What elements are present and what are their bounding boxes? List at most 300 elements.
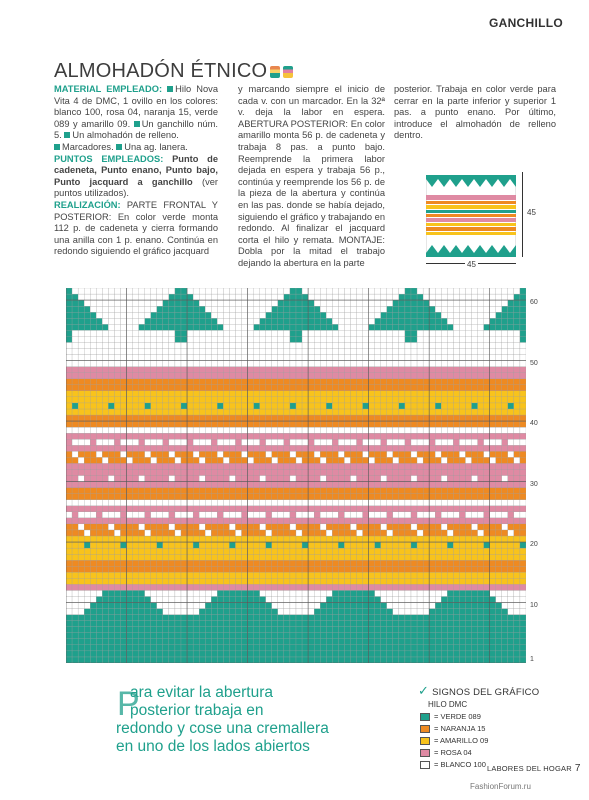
grid-cell bbox=[163, 651, 169, 657]
grid-cell bbox=[90, 627, 96, 633]
grid-cell bbox=[127, 361, 133, 367]
grid-cell bbox=[266, 463, 272, 469]
grid-cell bbox=[417, 427, 423, 433]
grid-cell bbox=[453, 590, 459, 596]
grid-cell bbox=[108, 542, 114, 548]
grid-cell bbox=[199, 361, 205, 367]
grid-cell bbox=[108, 482, 114, 488]
grid-cell bbox=[308, 397, 314, 403]
grid-cell bbox=[72, 421, 78, 427]
grid-cell bbox=[423, 306, 429, 312]
grid-cell bbox=[102, 294, 108, 300]
grid-cell bbox=[399, 657, 405, 663]
grid-cell bbox=[223, 361, 229, 367]
grid-cell bbox=[496, 445, 502, 451]
grid-cell bbox=[308, 415, 314, 421]
grid-cell bbox=[387, 530, 393, 536]
grid-cell bbox=[90, 506, 96, 512]
grid-cell bbox=[187, 348, 193, 354]
grid-cell bbox=[96, 367, 102, 373]
grid-cell bbox=[399, 639, 405, 645]
grid-cell bbox=[211, 379, 217, 385]
grid-cell bbox=[96, 542, 102, 548]
grid-cell bbox=[108, 451, 114, 457]
grid-cell bbox=[187, 590, 193, 596]
grid-cell bbox=[72, 288, 78, 294]
grid-cell bbox=[199, 560, 205, 566]
grid-cell bbox=[290, 530, 296, 536]
grid-cell bbox=[447, 657, 453, 663]
grid-cell bbox=[145, 355, 151, 361]
grid-cell bbox=[405, 330, 411, 336]
grid-cell bbox=[308, 421, 314, 427]
grid-cell bbox=[326, 578, 332, 584]
grid-cell bbox=[399, 415, 405, 421]
grid-cell bbox=[459, 548, 465, 554]
grid-cell bbox=[193, 397, 199, 403]
grid-cell bbox=[326, 421, 332, 427]
grid-cell bbox=[151, 621, 157, 627]
grid-cell bbox=[320, 476, 326, 482]
grid-cell bbox=[320, 367, 326, 373]
grid-cell bbox=[242, 548, 248, 554]
grid-cell bbox=[260, 482, 266, 488]
grid-cell bbox=[127, 518, 133, 524]
grid-cell bbox=[260, 578, 266, 584]
grid-cell bbox=[417, 421, 423, 427]
grid-cell bbox=[484, 524, 490, 530]
grid-cell bbox=[417, 512, 423, 518]
grid-cell bbox=[338, 566, 344, 572]
grid-cell bbox=[163, 488, 169, 494]
grid-cell bbox=[308, 530, 314, 536]
grid-cell bbox=[399, 566, 405, 572]
grid-cell bbox=[181, 433, 187, 439]
grid-cell bbox=[193, 403, 199, 409]
grid-cell bbox=[102, 355, 108, 361]
grid-cell bbox=[465, 421, 471, 427]
grid-cell bbox=[193, 318, 199, 324]
grid-cell bbox=[284, 397, 290, 403]
grid-cell bbox=[145, 300, 151, 306]
grid-cell bbox=[272, 554, 278, 560]
quote-line-2: posterior trabaja en bbox=[130, 702, 264, 719]
grid-cell bbox=[350, 615, 356, 621]
grid-cell bbox=[411, 494, 417, 500]
grid-cell bbox=[326, 518, 332, 524]
grid-cell bbox=[223, 506, 229, 512]
grid-cell bbox=[290, 578, 296, 584]
grid-cell bbox=[435, 361, 441, 367]
grid-cell bbox=[490, 500, 496, 506]
grid-cell bbox=[314, 609, 320, 615]
grid-cell bbox=[248, 330, 254, 336]
grid-cell bbox=[429, 427, 435, 433]
grid-cell bbox=[235, 578, 241, 584]
grid-cell bbox=[465, 457, 471, 463]
grid-cell bbox=[151, 645, 157, 651]
grid-cell bbox=[266, 584, 272, 590]
grid-cell bbox=[314, 536, 320, 542]
grid-cell bbox=[459, 433, 465, 439]
quote-line-4: en uno de los lados abiertos bbox=[116, 738, 310, 755]
grid-cell bbox=[314, 506, 320, 512]
grid-cell bbox=[465, 355, 471, 361]
grid-cell bbox=[96, 482, 102, 488]
grid-cell bbox=[102, 318, 108, 324]
grid-cell bbox=[435, 306, 441, 312]
grid-cell bbox=[72, 373, 78, 379]
grid-cell bbox=[344, 572, 350, 578]
grid-cell bbox=[357, 385, 363, 391]
grid-cell bbox=[435, 385, 441, 391]
grid-cell bbox=[441, 488, 447, 494]
grid-cell bbox=[375, 433, 381, 439]
grid-cell bbox=[108, 445, 114, 451]
grid-cell bbox=[169, 518, 175, 524]
grid-cell bbox=[205, 651, 211, 657]
grid-cell bbox=[235, 639, 241, 645]
grid-cell bbox=[139, 318, 145, 324]
grid-cell bbox=[405, 596, 411, 602]
grid-cell bbox=[272, 294, 278, 300]
grid-cell bbox=[290, 609, 296, 615]
grid-cell bbox=[447, 524, 453, 530]
grid-cell bbox=[90, 596, 96, 602]
grid-cell bbox=[393, 572, 399, 578]
grid-cell bbox=[272, 530, 278, 536]
grid-cell bbox=[108, 603, 114, 609]
grid-cell bbox=[102, 627, 108, 633]
grid-cell bbox=[405, 554, 411, 560]
grid-cell bbox=[223, 427, 229, 433]
grid-cell bbox=[405, 439, 411, 445]
grid-cell bbox=[84, 451, 90, 457]
grid-cell bbox=[411, 639, 417, 645]
grid-cell bbox=[260, 318, 266, 324]
grid-cell bbox=[387, 463, 393, 469]
grid-cell bbox=[459, 397, 465, 403]
grid-cell bbox=[302, 590, 308, 596]
grid-cell bbox=[127, 391, 133, 397]
grid-cell bbox=[350, 361, 356, 367]
grid-cell bbox=[363, 512, 369, 518]
grid-cell bbox=[502, 645, 508, 651]
grid-cell bbox=[248, 403, 254, 409]
grid-cell bbox=[169, 312, 175, 318]
grid-cell bbox=[514, 451, 520, 457]
grid-cell bbox=[381, 336, 387, 342]
grid-cell bbox=[411, 572, 417, 578]
grid-cell bbox=[514, 433, 520, 439]
grid-cell bbox=[169, 566, 175, 572]
grid-cell bbox=[357, 506, 363, 512]
grid-cell bbox=[266, 476, 272, 482]
grid-cell bbox=[478, 500, 484, 506]
grid-cell bbox=[435, 288, 441, 294]
grid-cell bbox=[163, 312, 169, 318]
grid-cell bbox=[459, 639, 465, 645]
grid-cell bbox=[399, 524, 405, 530]
grid-cell bbox=[260, 572, 266, 578]
grid-cell bbox=[508, 645, 514, 651]
grid-cell bbox=[381, 300, 387, 306]
grid-cell bbox=[399, 651, 405, 657]
grid-cell bbox=[465, 439, 471, 445]
grid-cell bbox=[520, 488, 526, 494]
grid-cell bbox=[84, 385, 90, 391]
grid-cell bbox=[145, 488, 151, 494]
grid-cell bbox=[163, 512, 169, 518]
grid-cell bbox=[284, 524, 290, 530]
grid-cell bbox=[399, 463, 405, 469]
grid-cell bbox=[387, 415, 393, 421]
grid-cell bbox=[278, 409, 284, 415]
grid-cell bbox=[175, 633, 181, 639]
grid-cell bbox=[223, 439, 229, 445]
grid-cell bbox=[163, 397, 169, 403]
grid-cell bbox=[235, 518, 241, 524]
grid-cell bbox=[435, 318, 441, 324]
grid-cell bbox=[459, 288, 465, 294]
grid-cell bbox=[127, 482, 133, 488]
grid-cell bbox=[78, 379, 84, 385]
grid-cell bbox=[205, 536, 211, 542]
grid-cell bbox=[127, 415, 133, 421]
grid-cell bbox=[199, 488, 205, 494]
grid-cell bbox=[169, 391, 175, 397]
grid-cell bbox=[332, 385, 338, 391]
grid-cell bbox=[411, 336, 417, 342]
grid-cell bbox=[417, 621, 423, 627]
grid-cell bbox=[344, 500, 350, 506]
grid-cell bbox=[417, 403, 423, 409]
grid-cell bbox=[235, 596, 241, 602]
grid-cell bbox=[108, 439, 114, 445]
grid-cell bbox=[344, 560, 350, 566]
grid-cell bbox=[369, 645, 375, 651]
grid-cell bbox=[235, 433, 241, 439]
grid-cell bbox=[175, 476, 181, 482]
grid-cell bbox=[284, 433, 290, 439]
grid-cell bbox=[90, 385, 96, 391]
grid-cell bbox=[490, 488, 496, 494]
grid-cell bbox=[423, 506, 429, 512]
grid-cell bbox=[266, 657, 272, 663]
grid-cell bbox=[490, 373, 496, 379]
grid-cell bbox=[145, 500, 151, 506]
grid-cell bbox=[157, 518, 163, 524]
grid-cell bbox=[242, 482, 248, 488]
grid-cell bbox=[465, 469, 471, 475]
grid-cell bbox=[435, 355, 441, 361]
grid-cell bbox=[266, 488, 272, 494]
grid-cell bbox=[405, 373, 411, 379]
grid-cell bbox=[211, 439, 217, 445]
grid-cell bbox=[114, 336, 120, 342]
grid-cell bbox=[520, 536, 526, 542]
grid-cell bbox=[78, 506, 84, 512]
grid-cell bbox=[199, 439, 205, 445]
grid-cell bbox=[278, 542, 284, 548]
grid-cell bbox=[248, 439, 254, 445]
grid-cell bbox=[102, 379, 108, 385]
grid-cell bbox=[169, 506, 175, 512]
grid-cell bbox=[399, 518, 405, 524]
grid-cell bbox=[314, 657, 320, 663]
grid-cell bbox=[490, 348, 496, 354]
grid-cell bbox=[242, 506, 248, 512]
grid-cell bbox=[108, 548, 114, 554]
grid-cell bbox=[72, 476, 78, 482]
grid-cell bbox=[314, 439, 320, 445]
grid-cell bbox=[254, 566, 260, 572]
grid-cell bbox=[296, 469, 302, 475]
grid-cell bbox=[459, 463, 465, 469]
grid-cell bbox=[290, 427, 296, 433]
grid-cell bbox=[399, 645, 405, 651]
grid-cell bbox=[187, 367, 193, 373]
grid-cell bbox=[399, 300, 405, 306]
grid-cell bbox=[465, 578, 471, 584]
grid-cell bbox=[447, 590, 453, 596]
grid-cell bbox=[290, 294, 296, 300]
grid-cell bbox=[484, 373, 490, 379]
grid-cell bbox=[502, 566, 508, 572]
grid-cell bbox=[223, 469, 229, 475]
grid-cell bbox=[350, 651, 356, 657]
grid-cell bbox=[254, 300, 260, 306]
grid-cell bbox=[193, 355, 199, 361]
grid-cell bbox=[187, 306, 193, 312]
grid-cell bbox=[490, 609, 496, 615]
grid-cell bbox=[205, 639, 211, 645]
grid-cell bbox=[266, 306, 272, 312]
grid-cell bbox=[465, 482, 471, 488]
grid-cell bbox=[314, 651, 320, 657]
grid-cell bbox=[102, 306, 108, 312]
grid-cell bbox=[72, 651, 78, 657]
grid-cell bbox=[381, 627, 387, 633]
grid-cell bbox=[290, 355, 296, 361]
grid-cell bbox=[320, 379, 326, 385]
grid-cell bbox=[502, 554, 508, 560]
grid-cell bbox=[290, 554, 296, 560]
grid-cell bbox=[193, 524, 199, 530]
grid-cell bbox=[72, 554, 78, 560]
height-dimension: 45 bbox=[527, 208, 536, 217]
grid-cell bbox=[423, 633, 429, 639]
grid-cell bbox=[393, 651, 399, 657]
grid-cell bbox=[278, 506, 284, 512]
grid-cell bbox=[308, 312, 314, 318]
grid-cell bbox=[332, 554, 338, 560]
grid-cell bbox=[127, 439, 133, 445]
grid-cell bbox=[296, 609, 302, 615]
grid-cell bbox=[314, 385, 320, 391]
grid-cell bbox=[296, 542, 302, 548]
grid-cell bbox=[248, 415, 254, 421]
grid-cell bbox=[260, 542, 266, 548]
grid-cell bbox=[411, 367, 417, 373]
grid-cell bbox=[338, 318, 344, 324]
grid-cell bbox=[417, 609, 423, 615]
grid-cell bbox=[514, 336, 520, 342]
grid-cell bbox=[139, 385, 145, 391]
grid-cell bbox=[242, 572, 248, 578]
grid-cell bbox=[205, 336, 211, 342]
grid-cell bbox=[139, 524, 145, 530]
grid-cell bbox=[302, 433, 308, 439]
grid-cell bbox=[157, 639, 163, 645]
grid-cell bbox=[72, 306, 78, 312]
grid-cell bbox=[84, 488, 90, 494]
grid-cell bbox=[223, 548, 229, 554]
grid-cell bbox=[338, 391, 344, 397]
grid-cell bbox=[169, 294, 175, 300]
grid-cell bbox=[114, 615, 120, 621]
grid-cell bbox=[405, 476, 411, 482]
grid-cell bbox=[393, 560, 399, 566]
grid-cell bbox=[508, 397, 514, 403]
grid-cell bbox=[145, 294, 151, 300]
grid-cell bbox=[114, 451, 120, 457]
grid-cell bbox=[278, 306, 284, 312]
grid-cell bbox=[484, 379, 490, 385]
grid-cell bbox=[272, 409, 278, 415]
grid-cell bbox=[508, 385, 514, 391]
grid-cell bbox=[296, 463, 302, 469]
grid-cell bbox=[235, 324, 241, 330]
grid-cell bbox=[441, 572, 447, 578]
grid-cell bbox=[441, 494, 447, 500]
grid-cell bbox=[441, 385, 447, 391]
grid-cell bbox=[114, 500, 120, 506]
grid-cell bbox=[84, 336, 90, 342]
grid-cell bbox=[266, 415, 272, 421]
grid-cell bbox=[308, 621, 314, 627]
grid-cell bbox=[187, 488, 193, 494]
grid-cell bbox=[332, 306, 338, 312]
grid-cell bbox=[248, 560, 254, 566]
grid-cell bbox=[308, 627, 314, 633]
grid-cell bbox=[102, 469, 108, 475]
grid-cell bbox=[417, 324, 423, 330]
grid-cell bbox=[205, 590, 211, 596]
grid-cell bbox=[290, 469, 296, 475]
grid-cell bbox=[338, 463, 344, 469]
grid-cell bbox=[320, 469, 326, 475]
grid-cell bbox=[302, 355, 308, 361]
grid-cell bbox=[447, 367, 453, 373]
row-number-label: 1 bbox=[530, 655, 534, 663]
grid-cell bbox=[459, 391, 465, 397]
grid-cell bbox=[266, 379, 272, 385]
grid-cell bbox=[375, 596, 381, 602]
grid-cell bbox=[120, 385, 126, 391]
grid-cell bbox=[296, 548, 302, 554]
grid-cell bbox=[223, 445, 229, 451]
grid-cell bbox=[411, 542, 417, 548]
grid-cell bbox=[405, 427, 411, 433]
grid-cell bbox=[314, 367, 320, 373]
grid-cell bbox=[90, 463, 96, 469]
grid-cell bbox=[375, 397, 381, 403]
grid-cell bbox=[66, 451, 72, 457]
grid-cell bbox=[520, 445, 526, 451]
grid-cell bbox=[290, 518, 296, 524]
grid-cell bbox=[399, 385, 405, 391]
